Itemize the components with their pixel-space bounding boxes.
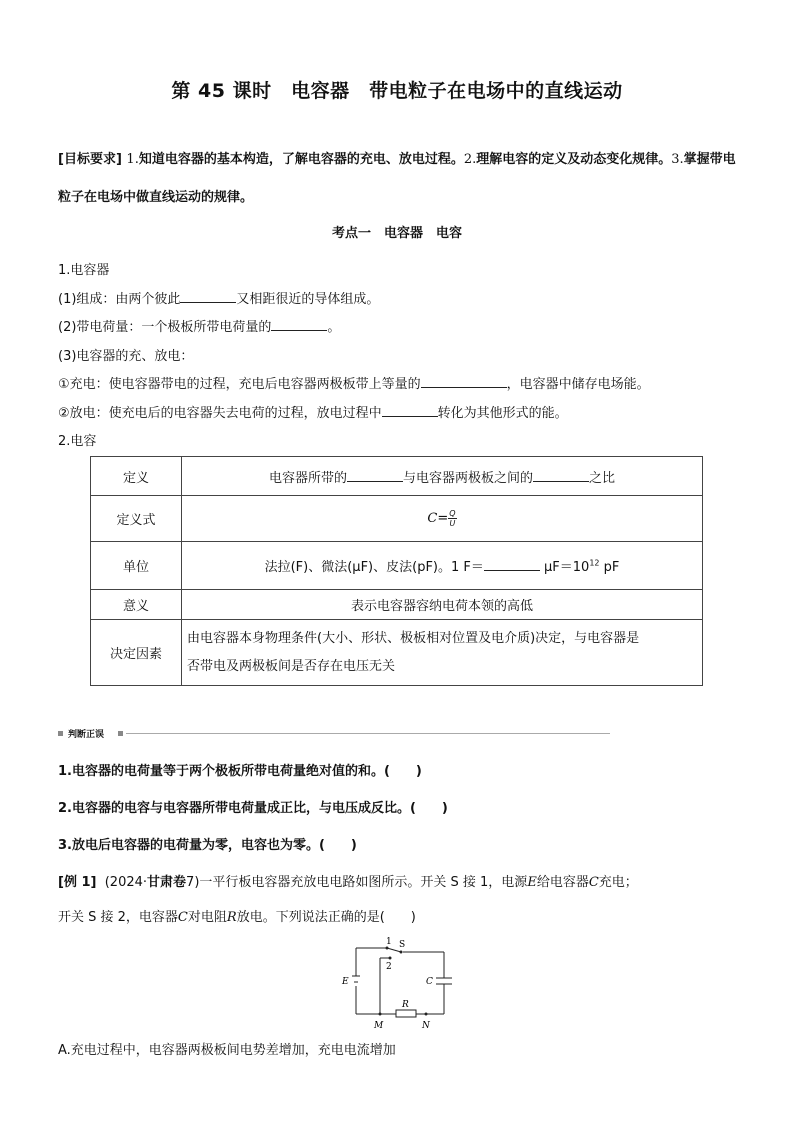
formula-den: U: [449, 519, 456, 528]
example-line-2: [58, 906, 416, 925]
row-value: 表示电容器容纳电荷本领的高低: [182, 590, 703, 620]
row-value: [182, 542, 703, 590]
discharging-line: [58, 402, 568, 421]
label-s: S: [399, 940, 406, 950]
unit-text-c: pF: [599, 560, 620, 575]
label-n: N: [422, 1021, 430, 1031]
judge-question-1: 1.电容器的电荷量等于两个极板所带电荷量绝对值的和。( ): [58, 764, 422, 779]
fill-blank[interactable]: [421, 375, 507, 388]
example-text-e: 对电阻: [187, 910, 227, 925]
example-source-a: (2024·: [104, 875, 148, 890]
factor-line-1: 由电容器本身物理条件(大小、形状、极板相对位置及电介质)决定，与电容器是: [187, 630, 640, 646]
judge-header: [58, 728, 610, 742]
goal-text-2: 理解电容的定义及动态变化规律。: [476, 152, 672, 167]
example-line-1: [58, 871, 638, 890]
composition-text-a: (1)组成：由两个彼此: [58, 292, 181, 307]
charge-text-b: 。: [327, 320, 341, 335]
formula-c: C: [427, 511, 438, 526]
fill-blank[interactable]: [382, 404, 438, 417]
example-text-a: 7)一平行板电容器充放电电路如图所示。开关 S 接 1，电源: [186, 875, 528, 890]
formula-num: Q: [449, 509, 456, 518]
row-key: 单位: [91, 542, 182, 590]
divider: [126, 733, 610, 734]
label-c: C: [426, 977, 433, 987]
factor-line-2: 否带电及两极板间是否存在电压无关: [187, 658, 396, 674]
row-value: [182, 620, 703, 686]
fill-blank[interactable]: [533, 469, 589, 482]
capacitor-heading: 1.电容器: [58, 263, 110, 278]
discharging-text-b: 转化为其他形式的能。: [437, 406, 568, 421]
charge-line: [58, 316, 340, 335]
formula-fraction: [448, 509, 456, 528]
table-row: [91, 496, 703, 542]
resistor: [396, 1010, 416, 1017]
unit-text-a: 法拉(F)、微法(μF)、皮法(pF)。1 F＝: [264, 560, 484, 575]
charging-line: [58, 373, 650, 392]
fill-blank[interactable]: [271, 318, 327, 331]
unit-exponent: 12: [589, 558, 600, 568]
switch-contact: [400, 951, 403, 954]
judge-question-2: 2.电容器的电容与电容器所带电荷量成正比，与电压成反比。( ): [58, 801, 448, 816]
example-text-c: 充电；: [598, 875, 638, 890]
example-text-b: 给电容器: [536, 875, 589, 890]
switch-contact: [389, 957, 392, 960]
discharging-text-a: ②放电：使充电后的电容器失去电荷的过程，放电过程中: [58, 406, 382, 421]
label-e: E: [342, 977, 349, 987]
goal-num-3: 3.: [671, 152, 684, 167]
capacitance-table: [90, 456, 703, 686]
charging-text-b: ，电容器中储存电场能。: [506, 377, 650, 392]
table-row: [91, 620, 703, 686]
def-text-b: 与电容器两极板之间的: [402, 470, 533, 486]
node-dot: [425, 1013, 428, 1016]
table-row: [91, 590, 703, 620]
page-title: 第 45 课时 电容器 带电粒子在电场中的直线运动: [171, 80, 623, 102]
symbol-r: R: [226, 910, 237, 925]
label-2: 2: [386, 962, 392, 972]
symbol-c: C: [177, 910, 188, 925]
goal-tag: [目标要求]: [58, 152, 122, 167]
label-r: R: [402, 1000, 409, 1010]
charging-text-a: ①充电：使电容器带电的过程，充电后电容器两极板带上等量的: [58, 377, 421, 392]
charge-discharge-line: (3)电容器的充、放电：: [58, 349, 194, 364]
circuit-diagram: [340, 936, 456, 1032]
goal-num-2: 2.: [463, 152, 477, 167]
fill-blank[interactable]: [484, 558, 540, 571]
row-value: [182, 496, 703, 542]
example-source-b: 甘肃卷: [147, 875, 187, 890]
composition-text-b: 又相距很近的导体组成。: [236, 292, 380, 307]
symbol-e: E: [527, 875, 537, 890]
row-key: 定义: [91, 457, 182, 496]
bullet-icon: [58, 731, 63, 736]
goal-text-3: 掌握带电粒子在电场中做直线运动的规律。: [58, 152, 736, 205]
formula-eq: =: [437, 511, 449, 526]
table-row: [91, 542, 703, 590]
label-m: M: [374, 1021, 384, 1031]
unit-text-b: μF＝10: [539, 560, 590, 575]
judge-label: 判断正误: [68, 730, 105, 740]
example-text-f: 放电。下列说法正确的是( ): [236, 910, 416, 925]
fill-blank[interactable]: [347, 469, 403, 482]
example-text-d: 开关 S 接 2，电容器: [58, 910, 178, 925]
row-key: 定义式: [91, 496, 182, 542]
def-text-c: 之比: [589, 470, 616, 486]
row-value: [182, 457, 703, 496]
goal-num-1: 1.: [126, 152, 139, 167]
composition-line: [58, 288, 379, 307]
label-1: 1: [386, 937, 392, 947]
goal-text-1: 知道电容器的基本构造，了解电容器的充电、放电过程。: [138, 152, 464, 167]
symbol-c: C: [588, 875, 599, 890]
fill-blank[interactable]: [180, 290, 236, 303]
node-dot: [379, 1013, 382, 1016]
charge-text-a: (2)带电荷量：一个极板所带电荷量的: [58, 320, 272, 335]
row-key: 意义: [91, 590, 182, 620]
option-a[interactable]: A.充电过程中，电容器两极板间电势差增加，充电电流增加: [58, 1043, 396, 1058]
example-tag: [例 1]: [58, 875, 97, 890]
learning-goals: [58, 141, 738, 217]
table-row: [91, 457, 703, 496]
capacitance-heading: 2.电容: [58, 434, 97, 449]
section-title: 考点一 电容器 电容: [331, 226, 462, 241]
def-text-a: 电容器所带的: [268, 470, 347, 486]
bullet-icon: [118, 731, 123, 736]
judge-question-3: 3.放电后电容器的电荷量为零，电容也为零。( ): [58, 838, 357, 853]
row-key: 决定因素: [91, 620, 182, 686]
